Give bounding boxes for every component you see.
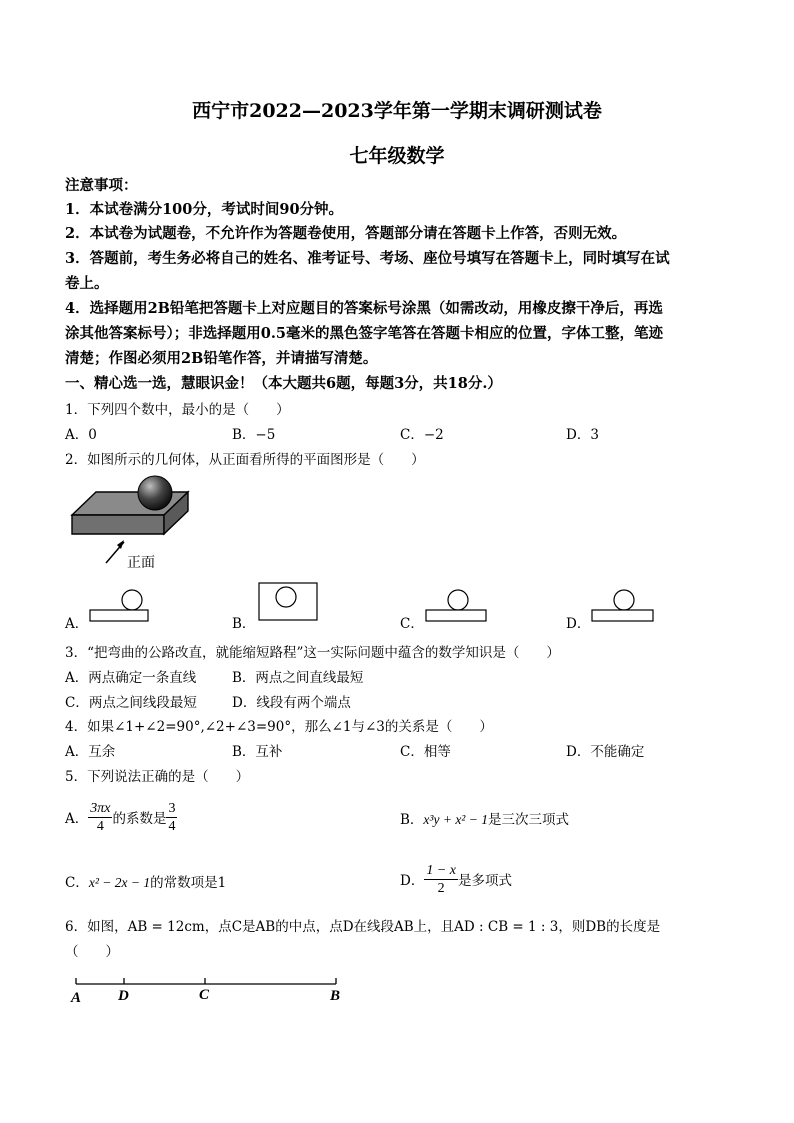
q4-option-b: B．互补 [232,744,283,760]
fraction-numerator: 3πx [90,800,111,816]
notice-item: 2．本试卷为试题卷，不允许作为答题卷使用，答题部分请在答题卡上作答，否则无效。 [65,225,627,242]
fraction-denominator: 2 [437,880,445,896]
math-expression: x³y + x² − 1 [423,812,488,827]
q1-option-a: A．0 [65,427,97,443]
section-heading: 一、精心选一选，慧眼识金！（本大题共6题，每题3分，共18分.） [65,375,502,392]
notice-item: 涂其他答案标号）；非选择题用0.5毫米的黑色签字笔答在答题卡相应的位置，字体工整，笔迹 [65,325,663,342]
front-label: 正面 [127,555,155,571]
q4-option-a: A．互余 [65,744,116,760]
q1-option-b: B．−5 [232,427,276,443]
q2-option-c: C． [400,616,424,632]
point-label-b: B [330,988,341,1004]
q2-option-d-figure [590,587,656,623]
fraction [424,862,458,897]
q4-option-d: D．不能确定 [566,744,645,760]
q5-option-b [400,808,569,828]
q5-option-d [400,859,512,899]
segment-figure [64,972,364,1012]
q4-option-c: C．相等 [400,744,451,760]
q3-option-b: B．两点之间直线最短 [232,670,364,686]
q5-option-a [65,797,177,837]
option-label: B． [400,812,424,828]
question-3-stem: 3．“把弯曲的公路改直，就能缩短路程”这一实际问题中蕴含的数学知识是（ ） [65,645,560,661]
q2-option-a: A． [65,616,89,632]
q3-option-d: D．线段有两个端点 [232,695,351,711]
notice-heading: 注意事项： [65,177,138,194]
fraction [166,800,177,835]
notice-item: 清楚；作图必须用2B铅笔作答，并请描写清楚。 [65,350,378,367]
fraction-numerator: 3 [168,800,176,816]
notice-item: 3．答题前，考生务必将自己的姓名、准考证号、考场、座位号填写在答题卡上，同时填写在试 [65,250,670,267]
fraction-denominator: 4 [168,818,176,834]
option-label: C． [65,875,89,891]
notice-item: 1．本试卷满分100分，考试时间90分钟。 [65,201,344,218]
point-label-d: D [118,988,129,1004]
notice-item: 卷上。 [65,275,109,292]
option-label: A． [65,811,89,827]
q2-option-c-figure [424,587,490,623]
point-label-a: A [71,990,82,1006]
fraction [88,800,112,835]
question-2-stem: 2．如图所示的几何体，从正面看所得的平面图形是（ ） [65,452,425,468]
question-1-stem: 1．下列四个数中，最小的是（ ） [65,402,290,418]
question-4-stem: 4．如果∠1+∠2=90°,∠2+∠3=90°，那么∠1与∠3的关系是（ ） [65,719,493,735]
question-6-stem: 6．如图，AB = 12cm，点C是AB的中点，点D在线段AB上，且AD : CB = 1 : 3，则DB的长度是 [65,919,661,935]
q5-option-c [65,871,226,891]
q3-option-a: A．两点确定一条直线 [65,670,197,686]
question-6-stem-cont: （ ） [65,944,119,960]
q2-option-d: D． [566,616,591,632]
option-text: 是三次三项式 [487,812,569,828]
q1-option-c: C．−2 [400,427,444,443]
option-text: 的系数是 [112,811,167,827]
option-text: 是多项式 [458,873,512,889]
option-label: D． [400,873,425,889]
notice-item: 4．选择题用2B铅笔把答题卡上对应题目的答案标号涂黑（如需改动，用橡皮擦干净后，再选 [65,300,663,317]
point-label-c: C [199,987,210,1003]
math-expression: x² − 2x − 1 [88,875,151,890]
question-5-stem: 5．下列说法正确的是（ ） [65,769,250,785]
page-title: 西宁市2022—2023学年第一学期末调研测试卷 [192,100,602,122]
fraction-numerator: 1 − x [426,862,456,878]
q3-option-c: C．两点之间线段最短 [65,695,197,711]
q2-option-b-figure [256,580,320,624]
option-text: 的常数项是1 [150,875,227,891]
fraction-denominator: 4 [96,818,104,834]
q2-option-b: B． [232,616,256,632]
q1-option-d: D．3 [566,427,599,443]
q2-option-a-figure [88,587,150,623]
page-subtitle: 七年级数学 [349,145,445,167]
